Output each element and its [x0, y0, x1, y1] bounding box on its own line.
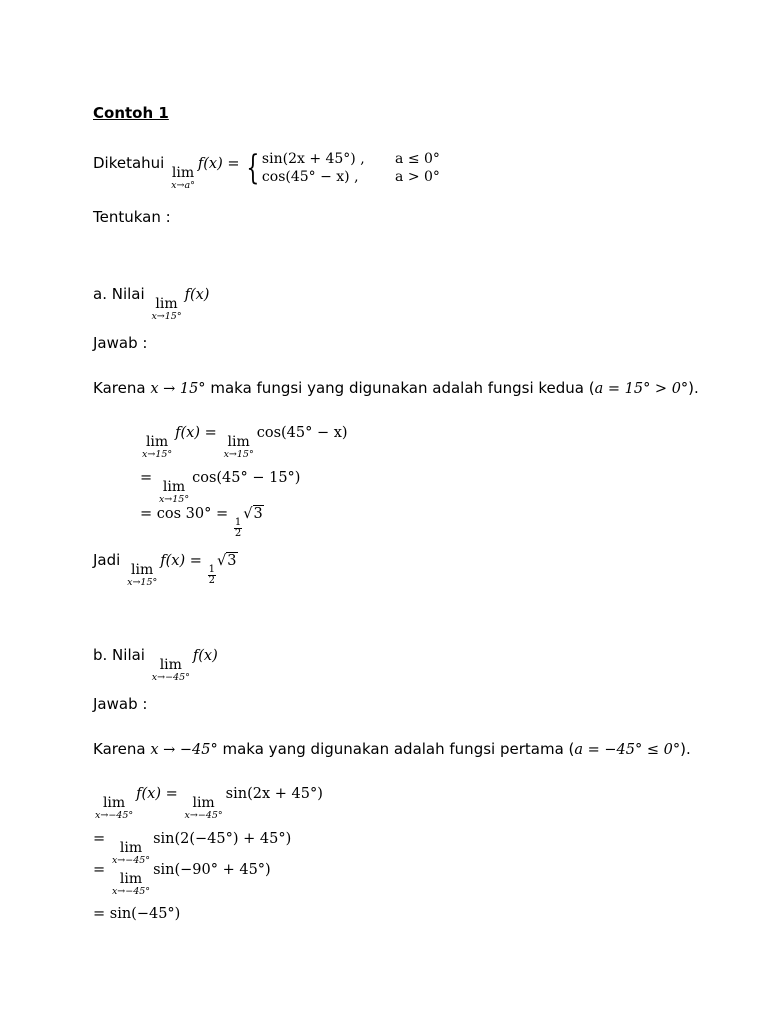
part-b-reason: Karena x → −45° maka yang digunakan adalah fungsi pertama (a = −45° ≤ 0°).: [93, 740, 691, 758]
part-a-jawab: Jawab :: [93, 334, 148, 352]
given-limit: lim x→a°: [171, 165, 195, 191]
given-statement: [93, 150, 440, 191]
limit-notation: lim x→−45°: [151, 657, 190, 683]
part-b-step-4: = sin(−45°): [93, 906, 181, 922]
given-label: Diketahui: [93, 154, 165, 172]
given-fx: f(x) =: [197, 156, 240, 172]
part-a-step-2: = lim x→15° cos(45° − 15°): [140, 470, 301, 505]
part-b-heading: b. Nilai lim x→−45° f(x): [93, 646, 218, 683]
part-b-step-3: = lim x→−45° sin(−90° + 45°): [93, 862, 271, 897]
part-a-step-3: = cos 30° = $\frac{1}{2}$ √3: [140, 506, 263, 539]
instruction: Tentukan :: [93, 208, 171, 226]
part-b-jawab: Jawab :: [93, 695, 148, 713]
part-b-step-1: lim x→−45° f(x) = lim x→−45° sin(2x + 45°): [95, 786, 323, 821]
part-b-step-2: = lim x→−45° sin(2(−45°) + 45°): [93, 831, 292, 866]
left-brace: {: [246, 148, 260, 188]
limit-notation: lim x→15°: [151, 296, 182, 322]
part-a-heading: a. Nilai lim x→15° f(x): [93, 285, 210, 322]
part-a-step-1: lim x→15° f(x) = lim x→15° cos(45° − x): [142, 425, 348, 460]
square-root-3: √3: [243, 506, 263, 522]
part-a-reason: Karena x → 15° maka fungsi yang digunakan adalah fungsi kedua (a = 15° > 0°).: [93, 379, 699, 397]
example-title: Contoh 1: [93, 104, 169, 122]
part-a-conclusion: Jadi lim x→15° f(x) = $\frac{1}{2}$ √3: [93, 551, 237, 588]
fraction-one-half: $\frac{1}{2}$: [234, 517, 242, 539]
case-row-1: sin(2x + 45°) , a ≤ 0°: [261, 151, 440, 167]
case-row-2: cos(45° − x) , a > 0°: [261, 169, 440, 185]
piecewise-function: [244, 150, 440, 186]
